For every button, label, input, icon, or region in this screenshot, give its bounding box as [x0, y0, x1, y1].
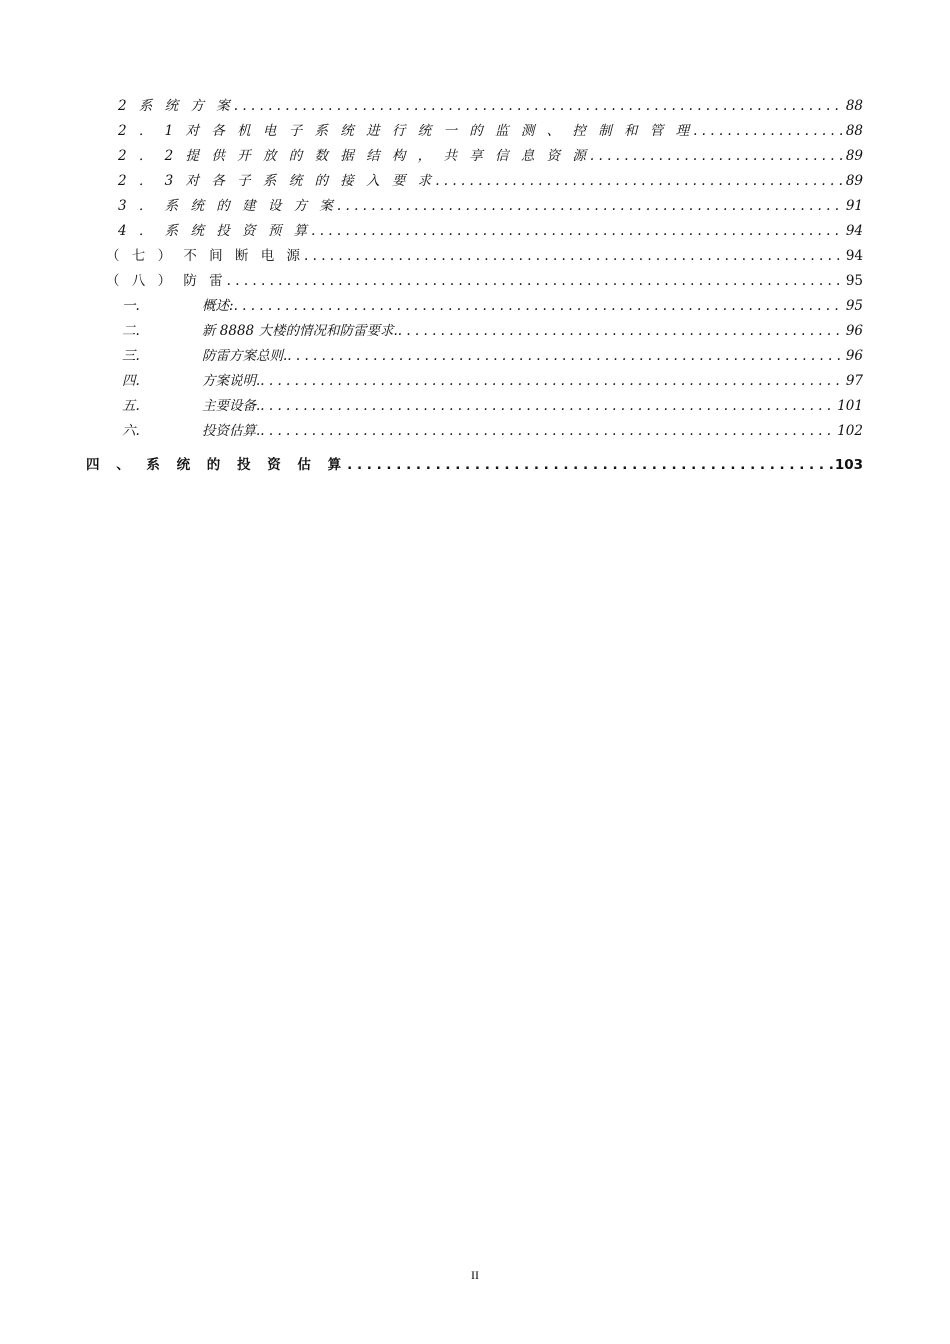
toc-entry[interactable]: [118, 222, 863, 240]
toc-page-number: 102: [837, 423, 863, 439]
toc-entry[interactable]: [106, 247, 863, 265]
page-number-footer: II: [471, 1268, 479, 1282]
toc-entry[interactable]: [122, 422, 863, 440]
toc-entry-title: 4 ． 系 统 投 资 预 算: [118, 223, 312, 239]
toc-dot-leader: [311, 222, 844, 240]
toc-dot-leader: [590, 147, 844, 165]
toc-entry[interactable]: [122, 322, 863, 340]
toc-entry-title: 2 ． 2 提 供 开 放 的 数 据 结 构 ， 共 享 信 息 资 源: [118, 148, 590, 164]
toc-entry-title: 2 ． 1 对 各 机 电 子 系 统 进 行 统 一 的 监 测 、 控 制 和 管 理: [118, 123, 694, 139]
toc-entry[interactable]: [86, 456, 863, 474]
toc-entry-title: 新 8888 大楼的情况和防雷要求.: [202, 323, 398, 339]
toc-dot-leader: [693, 122, 844, 140]
toc-entry-title: 2 ． 3 对 各 子 系 统 的 接 入 要 求: [118, 173, 436, 189]
toc-entry-number: 四.: [122, 373, 140, 389]
toc-entry-title: （ 八 ） 防 雷: [106, 273, 227, 289]
toc-entry[interactable]: [118, 122, 863, 140]
toc-page-number: 97: [845, 373, 863, 389]
toc-entry-number: 二.: [122, 323, 140, 339]
toc-entry[interactable]: [118, 172, 863, 190]
toc-page-number: 95: [845, 298, 863, 314]
toc-page-number: 96: [845, 323, 863, 339]
toc-dot-leader: [398, 322, 844, 340]
toc-dot-leader: [347, 456, 833, 474]
toc-page-number: 101: [837, 398, 863, 414]
toc-dot-leader: [260, 422, 835, 440]
toc-page-number: 94: [845, 223, 863, 239]
toc-entry-title: （ 七 ） 不 间 断 电 源: [106, 248, 305, 264]
toc-page-number: 103: [834, 457, 863, 473]
toc-dot-leader: [227, 272, 844, 290]
toc-entry[interactable]: [122, 347, 863, 365]
toc-page-number: 96: [845, 348, 863, 364]
toc-page-number: 88: [845, 123, 863, 139]
toc-page-number: 91: [845, 198, 863, 214]
toc-entry[interactable]: [118, 97, 863, 115]
toc-page-number: 94: [845, 248, 863, 264]
toc-entry[interactable]: [118, 147, 863, 165]
toc-dot-leader: [260, 397, 835, 415]
toc-dot-leader: [234, 297, 844, 315]
toc-dot-leader: [287, 347, 844, 365]
toc-page-number: 89: [845, 148, 863, 164]
toc-entry[interactable]: [122, 397, 863, 415]
toc-page-number: 88: [845, 98, 863, 114]
toc-entry[interactable]: [118, 197, 863, 215]
toc-dot-leader: [260, 372, 844, 390]
toc-dot-leader: [337, 197, 844, 215]
toc-dot-leader: [435, 172, 844, 190]
toc-page-number: 95: [845, 273, 863, 289]
toc-dot-leader: [304, 247, 844, 265]
toc-entry-title: 四 、 系 统 的 投 资 估 算: [86, 457, 348, 473]
toc-entry-title: 防雷方案总则.: [202, 348, 288, 364]
toc-entry[interactable]: [122, 372, 863, 390]
toc-entry-number: 一.: [122, 298, 140, 314]
toc-entry-title: 概述:: [202, 298, 234, 314]
toc-entry[interactable]: [106, 272, 863, 290]
toc-entry-number: 五.: [122, 398, 140, 414]
toc-entry-number: 三.: [122, 348, 140, 364]
toc-dot-leader: [234, 97, 844, 115]
toc-entry-title: 主要设备.: [202, 398, 261, 414]
toc-entry-title: 方案说明.: [202, 373, 261, 389]
toc-page-number: 89: [845, 173, 863, 189]
toc-entry-number: 六.: [122, 423, 140, 439]
toc-entry-title: 投资估算.: [202, 423, 261, 439]
toc-entry-title: 3 ． 系 统 的 建 设 方 案: [118, 198, 337, 214]
toc-entry[interactable]: [122, 297, 863, 315]
toc-entry-title: 2 系 统 方 案: [118, 98, 234, 114]
